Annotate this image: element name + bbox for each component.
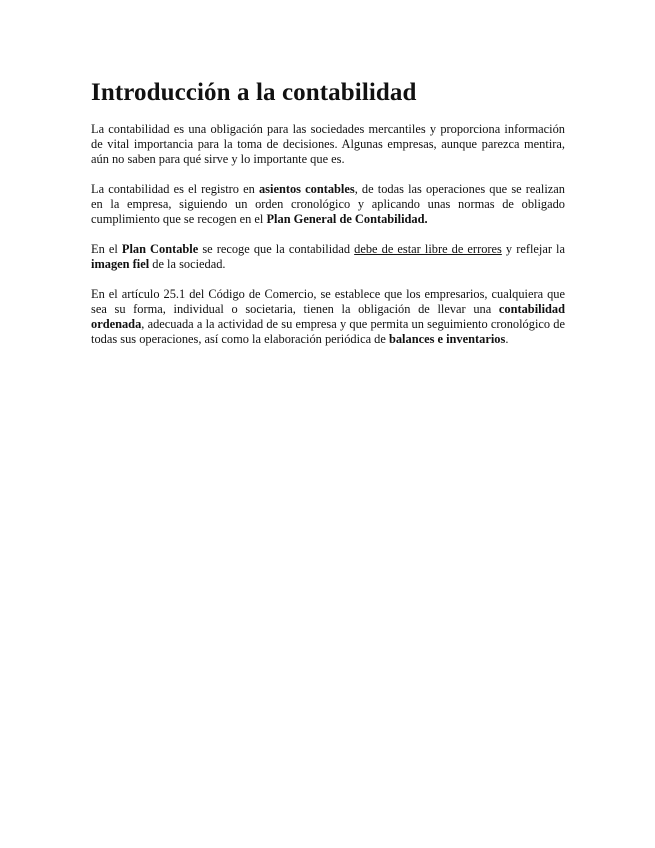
underlined-phrase: debe de estar libre de errores xyxy=(354,242,502,256)
paragraph-3 xyxy=(91,242,565,272)
paragraph-4-text-1: En el artículo 25.1 del Código de Comercio, se establece que los empresarios, cualquiera que sea su forma, individual o societaria, tienen la obligación de llevar una xyxy=(91,287,565,316)
term-plan-general: Plan General de Contabilidad. xyxy=(266,212,428,226)
paragraph-4-text-2: , adecuada a la actividad de su empresa y que permita un seguimiento cronológico de todas sus operaciones, así como la elaboración periódica de xyxy=(91,317,565,346)
term-balances-inventarios: balances e inventarios xyxy=(388,332,506,346)
paragraph-3-text-4: de la sociedad. xyxy=(149,257,226,271)
paragraph-3-text-2: se recoge que la contabilidad xyxy=(198,242,355,256)
term-contabilidad-ordenada: contabilidad ordenada xyxy=(91,302,565,331)
paragraph-4-text-3: . xyxy=(505,332,509,346)
paragraph-4 xyxy=(91,287,565,347)
paragraph-3-text-1: En el xyxy=(91,242,122,256)
page-title: Introducción a la contabilidad xyxy=(91,79,417,106)
paragraph-1-text: La contabilidad es una obligación para las sociedades mercantiles y proporciona información de vital importancia para la toma de decisiones. Algunas empresas, aunque parezca mentira, aún no saben para qué sirve y lo importante que es. xyxy=(91,122,565,166)
paragraph-2-text-2: , de todas las operaciones que se realizan en la empresa, siguiendo un orden cronológico y aplicando unas normas de obligado cumplimiento que se recogen en el xyxy=(91,182,565,226)
paragraph-2 xyxy=(91,182,565,227)
term-plan-contable: Plan Contable xyxy=(121,242,199,256)
paragraph-3-text-3: y reflejar la xyxy=(501,242,565,256)
paragraph-2-text-1: La contabilidad es el registro en xyxy=(91,182,259,196)
paragraph-1 xyxy=(91,122,565,167)
document-body xyxy=(91,78,565,362)
term-imagen-fiel: imagen fiel xyxy=(91,257,150,271)
term-asientos-contables: asientos contables xyxy=(258,182,355,196)
